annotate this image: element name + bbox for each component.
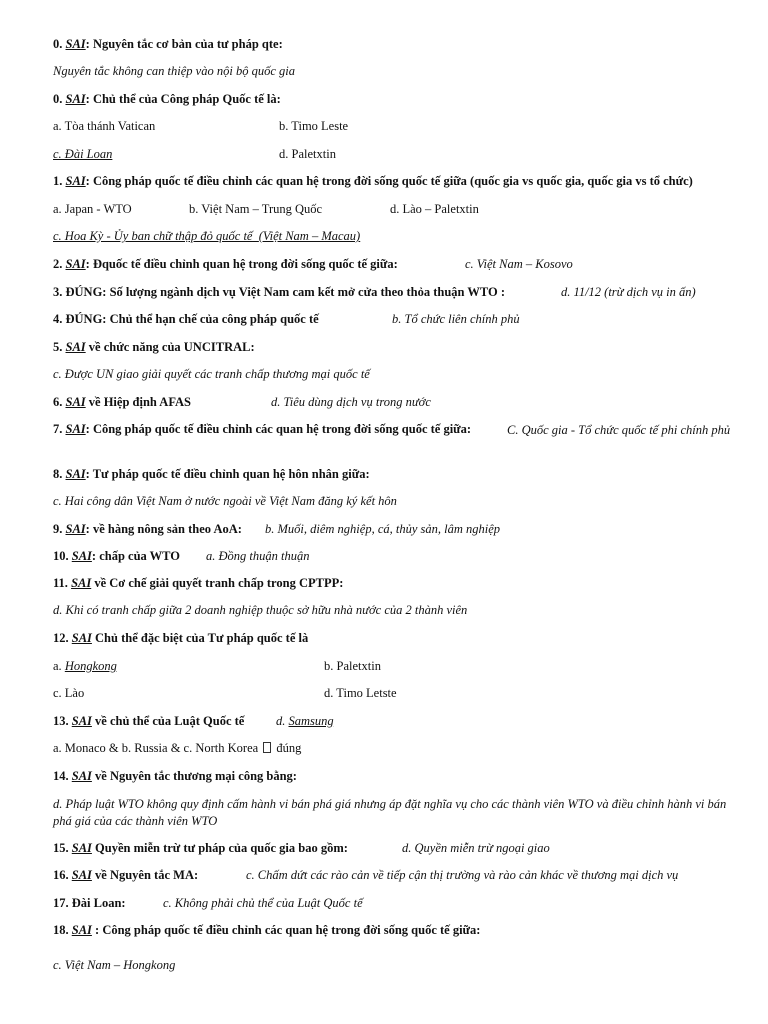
option-d: d. Lào – Paletxtin <box>390 202 479 216</box>
question-14 <box>53 769 297 784</box>
sai-tag: SAI <box>65 340 86 354</box>
answer-14: d. Pháp luật WTO không quy định cấm hành vi bán phá giá nhưng áp đặt nghĩa vụ cho các thành viên WTO và điều chỉnh hành vi bán phá giá của các thành viên WTO <box>53 797 727 828</box>
option-c-note: (Việt Nam – Macau) <box>258 229 361 243</box>
answer-9: b. Muối, diêm nghiệp, cá, thủy sản, lâm nghiệp <box>265 522 501 536</box>
answer-0a: Nguyên tắc không can thiệp vào nội bộ quốc gia <box>53 64 295 78</box>
sai-tag: SAI <box>71 631 92 645</box>
sai-tag: SAI <box>65 467 86 481</box>
question-number: 9. <box>53 522 63 536</box>
question-text: 4. ĐÚNG: Chủ thể hạn chế của công pháp quốc tế <box>53 312 319 326</box>
question-2 <box>53 257 398 272</box>
question-number: 0. <box>53 92 63 106</box>
option-c-text: c. Hoa Kỳ - Ủy ban chữ thập đỏ quốc tế <box>53 229 253 243</box>
question-0b <box>53 92 281 107</box>
question-text: Quyền miễn trừ tư pháp của quốc gia bao gồm: <box>91 841 348 855</box>
question-3 <box>53 285 505 300</box>
sai-tag: SAI <box>71 549 92 563</box>
question-18 <box>53 923 480 938</box>
options-line: a. Monaco & b. Russia & c. North Korea <box>53 741 259 755</box>
question-number: 13. <box>53 714 69 728</box>
question-16 <box>53 868 198 883</box>
option-a: a. Japan - WTO <box>53 202 132 216</box>
option-d: d. Timo Letste <box>324 686 397 700</box>
question-number: 18. <box>53 923 69 937</box>
question-text: về Hiệp định AFAS <box>85 395 192 409</box>
question-text: về chủ thể của Luật Quốc tế <box>91 714 245 728</box>
answer-7: C. Quốc gia - Tổ chức quốc tế phi chính phủ <box>507 423 731 437</box>
question-number: 14. <box>53 769 69 783</box>
question-number: 16. <box>53 868 69 882</box>
question-number: 6. <box>53 395 63 409</box>
option-a-text: Hongkong <box>64 659 117 673</box>
question-15 <box>53 841 348 856</box>
sai-tag: SAI <box>65 422 86 436</box>
sai-tag: SAI <box>71 576 92 590</box>
answer-4: b. Tổ chức liên chính phủ <box>392 312 520 326</box>
question-number: 15. <box>53 841 69 855</box>
question-number: 10. <box>53 549 69 563</box>
question-number: 1. <box>53 174 63 188</box>
option-a-answer <box>53 659 117 674</box>
sai-tag: SAI <box>65 37 86 51</box>
question-text: : Công pháp quốc tế điều chỉnh các quan hệ trong đời sống quốc tế giữa: <box>85 422 472 436</box>
question-text: 3. ĐÚNG: Số lượng ngành dịch vụ Việt Nam cam kết mở cửa theo thỏa thuận WTO : <box>53 285 506 299</box>
option-d: d. Paletxtin <box>279 147 336 161</box>
question-number: 2. <box>53 257 63 271</box>
sai-tag: SAI <box>65 522 86 536</box>
question-text: : Chủ thể của Công pháp Quốc tế là: <box>85 92 281 106</box>
option-a-prefix: a. <box>53 659 62 673</box>
question-number: 8. <box>53 467 63 481</box>
answer-15: d. Quyền miễn trừ ngoại giao <box>402 841 550 855</box>
options-13 <box>53 741 301 756</box>
option-b: b. Timo Leste <box>279 119 349 133</box>
question-number: 7. <box>53 422 63 436</box>
question-number: 12. <box>53 631 69 645</box>
option-b: b. Paletxtin <box>324 659 381 673</box>
question-8 <box>53 467 370 482</box>
answer-10: a. Đồng thuận thuận <box>206 549 310 563</box>
missing-glyph-icon <box>263 742 271 753</box>
option-c-answer <box>53 229 360 244</box>
question-text: về Cơ chế giải quyết tranh chấp trong CPTPP: <box>91 576 344 590</box>
question-text: : về hàng nông sản theo AoA: <box>85 522 242 536</box>
answer-8: c. Hai công dân Việt Nam ở nước ngoài về Việt Nam đăng ký kết hôn <box>53 494 397 508</box>
question-text: Chủ thể đặc biệt của Tư pháp quốc tế là <box>91 631 309 645</box>
sai-tag: SAI <box>71 868 92 882</box>
question-text: : Công pháp quốc tế điều chỉnh các quan hệ trong đời sống quốc tế giữa (quốc gia vs quốc gia, quốc gia vs tổ chức) <box>85 174 693 188</box>
question-text: : Công pháp quốc tế điều chỉnh các quan hệ trong đời sống quốc tế giữa: <box>91 923 481 937</box>
sai-tag: SAI <box>65 174 86 188</box>
sai-tag: SAI <box>71 769 92 783</box>
answer-prefix: d. <box>276 714 286 728</box>
question-5 <box>53 340 255 355</box>
sai-tag: SAI <box>65 92 86 106</box>
answer-2: c. Việt Nam – Kosovo <box>465 257 573 271</box>
question-12 <box>53 631 308 646</box>
question-text: về chức năng của UNCITRAL: <box>85 340 255 354</box>
answer-3: d. 11/12 (trừ dịch vụ in ấn) <box>561 285 696 299</box>
question-0a <box>53 37 283 52</box>
options-suffix: đúng <box>276 741 302 755</box>
sai-tag: SAI <box>65 395 86 409</box>
question-text: : Đquốc tế điều chỉnh quan hệ trong đời sống quốc tế giữa: <box>85 257 398 271</box>
question-text: 17. Đài Loan: <box>53 896 126 910</box>
option-c: c. Lào <box>53 686 85 700</box>
question-17 <box>53 896 126 911</box>
question-11 <box>53 576 343 591</box>
sai-tag: SAI <box>71 841 92 855</box>
answer-text: Samsung <box>288 714 334 728</box>
question-text: : chấp của WTO <box>91 549 181 563</box>
question-9 <box>53 522 242 537</box>
question-number: 5. <box>53 340 63 354</box>
answer-18: c. Việt Nam – Hongkong <box>53 958 176 972</box>
question-7 <box>53 422 471 437</box>
question-text: về Nguyên tắc MA: <box>91 868 199 882</box>
question-text: : Nguyên tắc cơ bản của tư pháp qte: <box>85 37 283 51</box>
question-text: : Tư pháp quốc tế điều chỉnh quan hệ hôn nhân giữa: <box>85 467 370 481</box>
question-number: 11. <box>53 576 68 590</box>
option-a: a. Tòa thánh Vatican <box>53 119 156 133</box>
answer-11: d. Khi có tranh chấp giữa 2 doanh nghiệp thuộc sở hữu nhà nước của 2 thành viên <box>53 603 468 617</box>
question-number: 0. <box>53 37 63 51</box>
sai-tag: SAI <box>71 714 92 728</box>
answer-13 <box>276 714 334 729</box>
question-6 <box>53 395 191 410</box>
question-text: về Nguyên tắc thương mại công bằng: <box>91 769 297 783</box>
answer-17: c. Không phải chủ thể của Luật Quốc tế <box>163 896 363 910</box>
option-b: b. Việt Nam – Trung Quốc <box>189 202 323 216</box>
question-13 <box>53 714 244 729</box>
question-10 <box>53 549 180 564</box>
answer-6: d. Tiêu dùng dịch vụ trong nước <box>271 395 431 409</box>
question-4 <box>53 312 319 327</box>
answer-16: c. Chấm dứt các rào cản về tiếp cận thị trường và rào cản khác về thương mại dịch vụ <box>246 868 679 882</box>
sai-tag: SAI <box>65 257 86 271</box>
answer-5: c. Được UN giao giải quyết các tranh chấp thương mại quốc tế <box>53 367 370 381</box>
option-c-answer: c. Đài Loan <box>53 147 113 161</box>
sai-tag: SAI <box>71 923 92 937</box>
question-1 <box>53 174 693 189</box>
